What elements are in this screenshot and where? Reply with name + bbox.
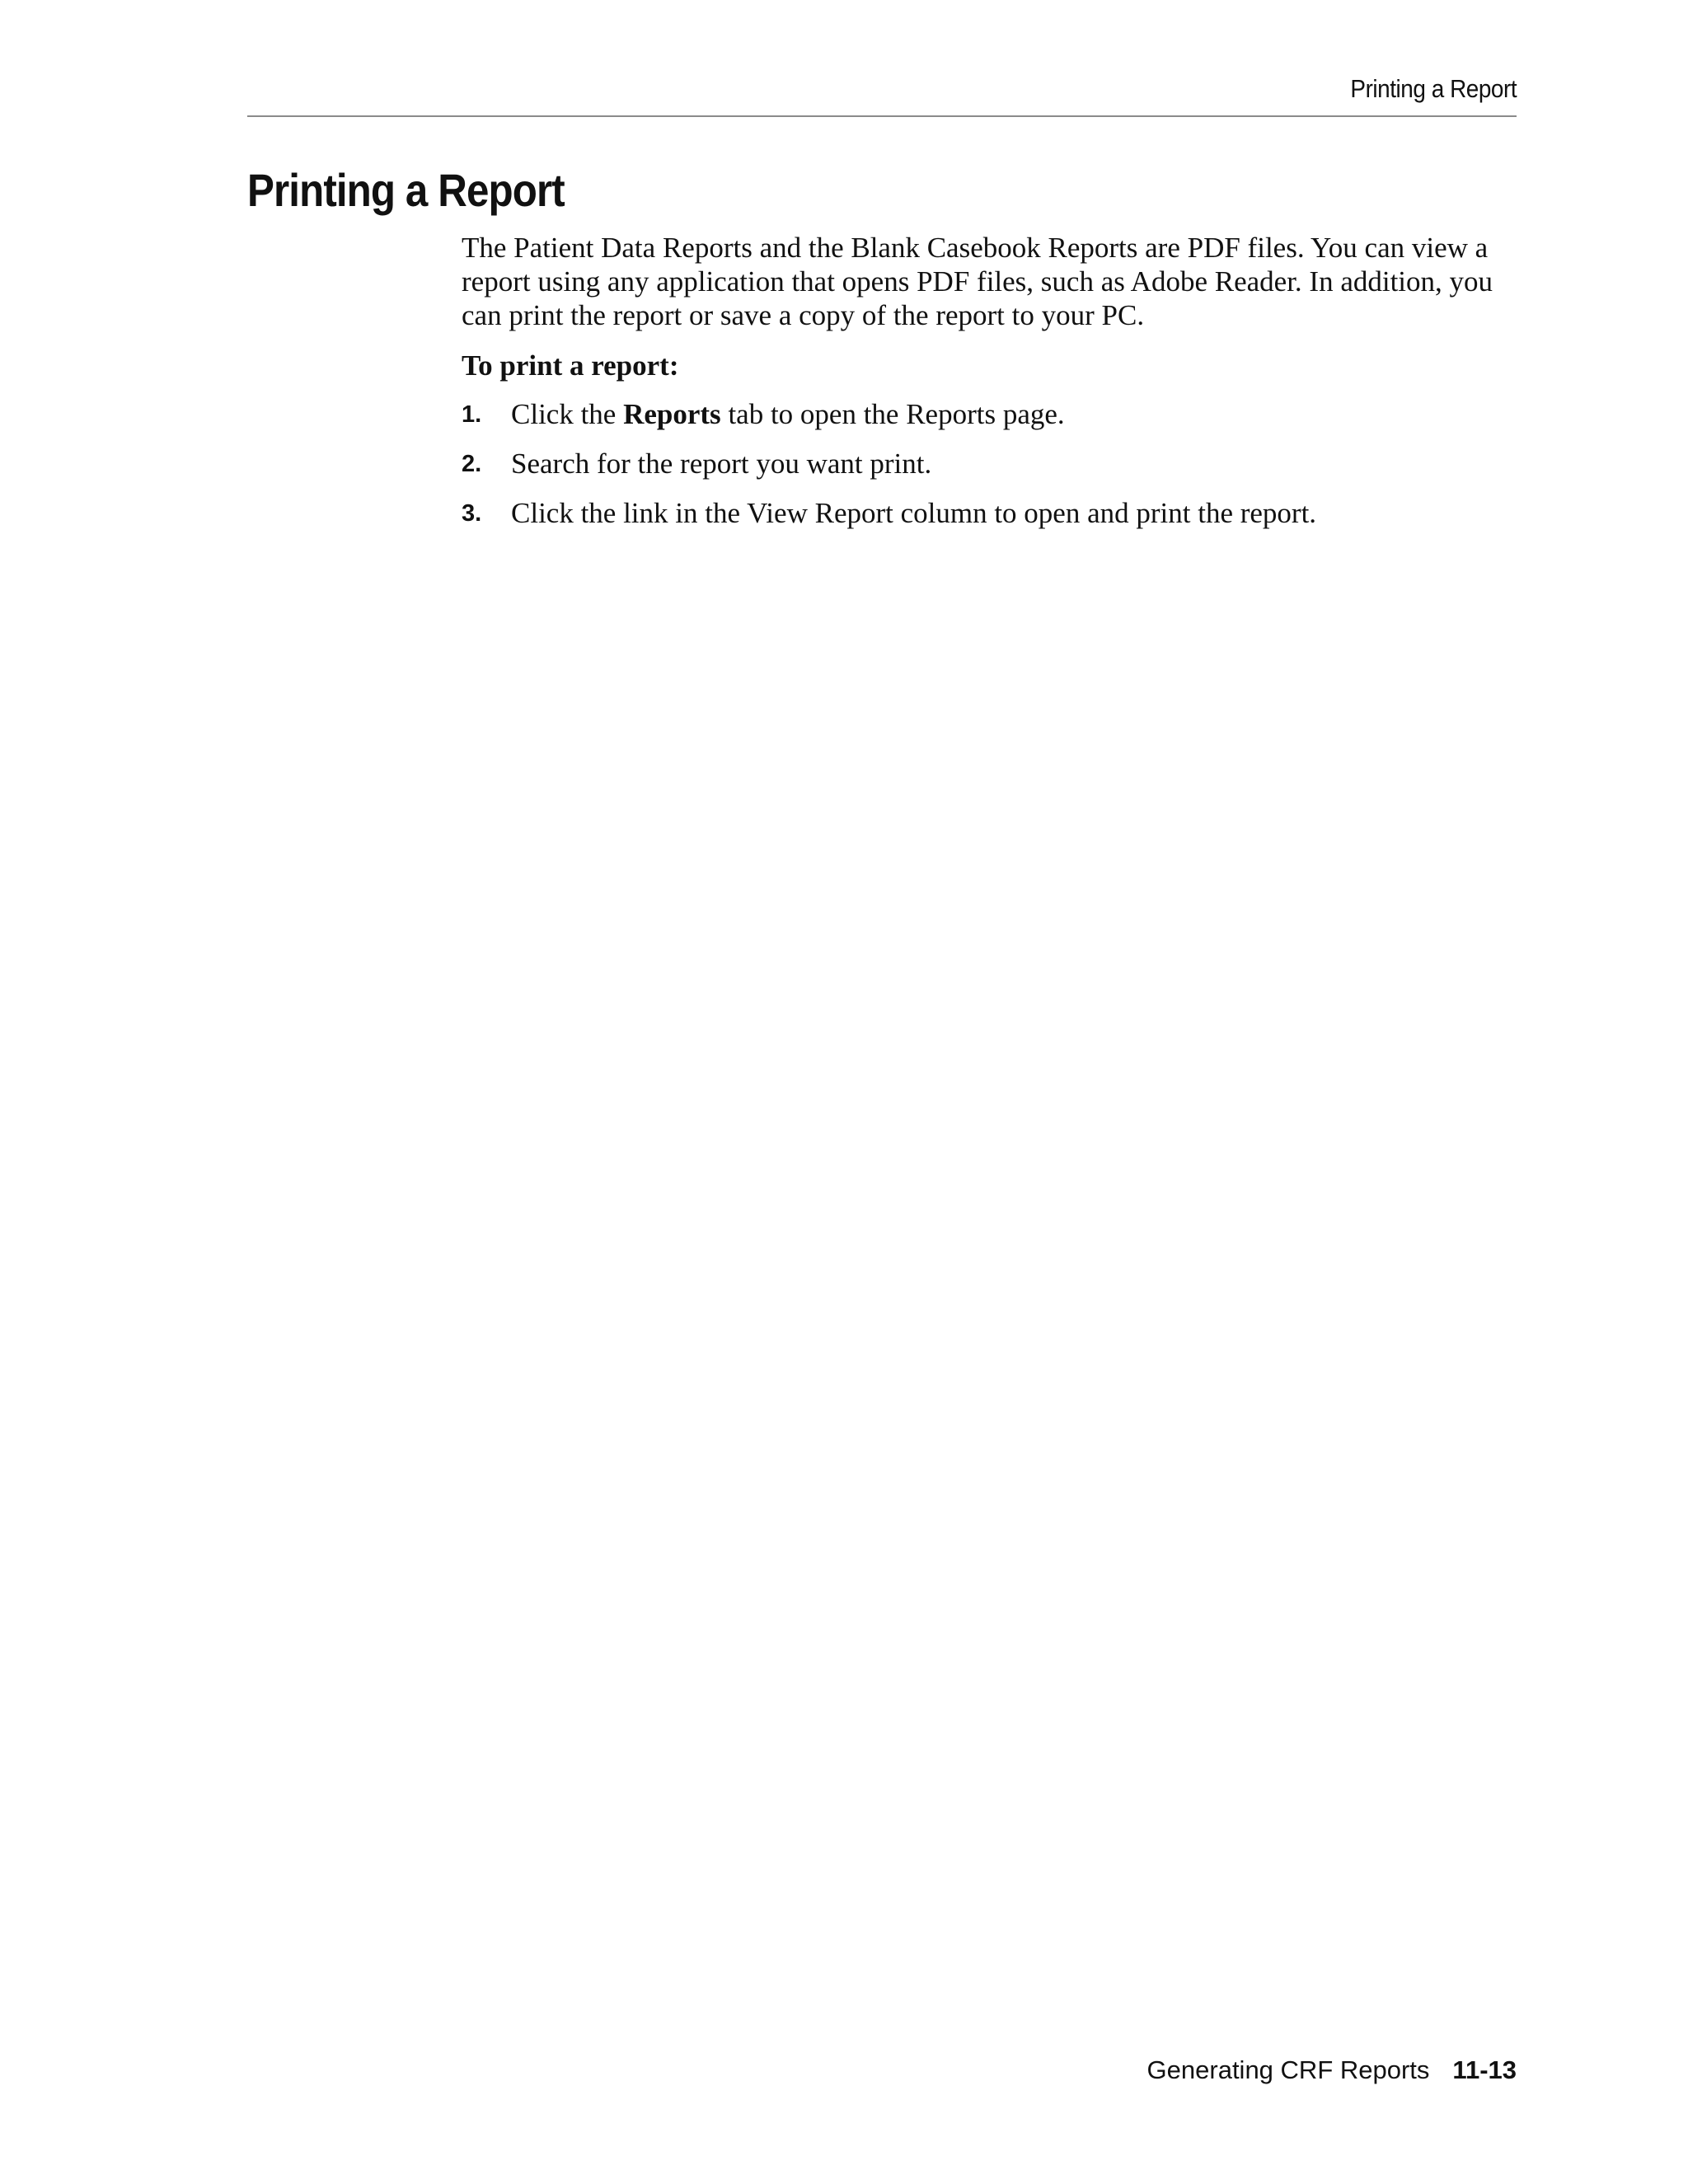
procedure-steps [462, 397, 1533, 530]
step-item [462, 447, 1533, 480]
step-text-after: tab to open the Reports page. [720, 398, 1065, 430]
page-footer [1147, 2055, 1517, 2085]
step-item [462, 397, 1533, 431]
step-emphasis-reports: Reports [623, 398, 721, 430]
intro-paragraph: The Patient Data Reports and the Blank Casebook Reports are PDF files. You can view a report using any application that opens PDF files, such as Adobe Reader. In addition, you can print the report or save a copy of the report to your PC. [462, 232, 1493, 331]
step-text: Search for the report you want print. [511, 448, 932, 480]
step-text: Click the link in the View Report column to open and print the report. [511, 497, 1317, 529]
running-header [247, 73, 1517, 117]
section-title: Printing a Report [247, 164, 565, 216]
section-body [462, 231, 1533, 546]
procedure-heading: To print a report: [462, 349, 679, 382]
step-item [462, 496, 1533, 530]
step-number: 1. [462, 401, 482, 428]
footer-chapter: Generating CRF Reports [1146, 2055, 1430, 2084]
running-header-title: Printing a Report [1350, 74, 1517, 103]
step-number: 3. [462, 500, 482, 527]
footer-page-number: 11-13 [1452, 2055, 1517, 2084]
step-number: 2. [462, 451, 482, 477]
step-text-before: Click the [511, 398, 624, 430]
